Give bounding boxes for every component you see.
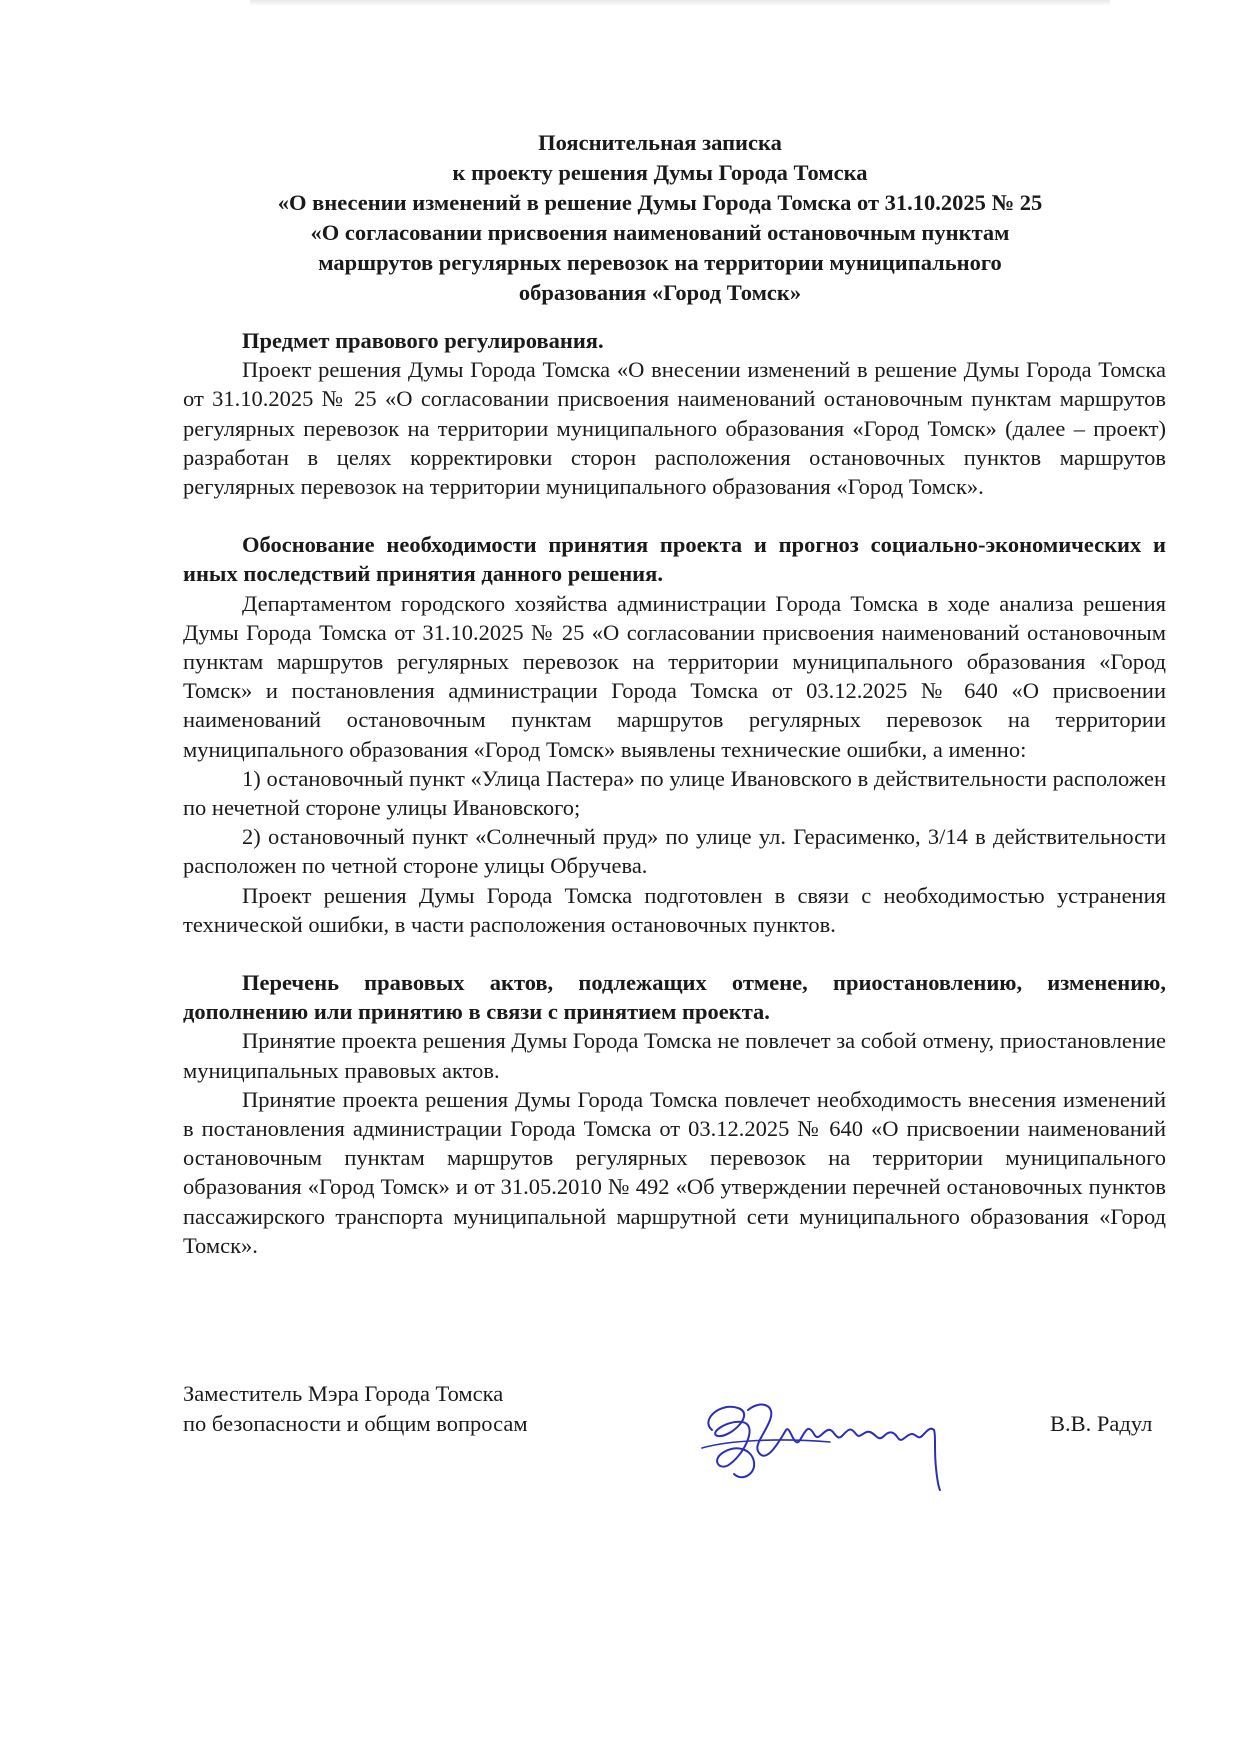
document-title <box>180 128 1140 308</box>
paragraph: Принятие проекта решения Думы Города Томска не повлечет за собой отмену, приостановление муниципальных правовых актов. <box>183 1028 1166 1083</box>
signatory-name: В.В. Радул <box>1050 1411 1153 1436</box>
title-line: образования «Город Томск» <box>518 280 802 305</box>
section-gap <box>183 939 1166 968</box>
paragraph: Департаментом городского хозяйства администрации Города Томска в ходе анализа решения Думы Города Томска от 31.10.2025 № 25 «О согласовании присвоения наименований остановочным пунктам маршрутов регулярных перевозок на территории муниципального образования «Город Томск» и постановления администрации Города Томска от 03.12.2025 № 640 «О присвоении наименований остановочным пунктам маршрутов регулярных перевозок на территории муниципального образования «Город Томск» выявлены технические ошибки, а именно: <box>183 590 1166 762</box>
title-line: к проекту решения Думы Города Томска <box>452 160 868 185</box>
paragraph: 1) остановочный пункт «Улица Пастера» по улице Ивановского в действительности расположен по нечетной стороне улицы Ивановского; <box>183 765 1166 821</box>
title-line: «О внесении изменений в решение Думы Города Томска от 31.10.2025 № 25 <box>277 190 1043 215</box>
position-line: по безопасности и общим вопросам <box>183 1411 528 1436</box>
section-gap <box>183 501 1166 530</box>
section-heading: Обоснование необходимости принятия проекта и прогноз социально-экономических и иных последствий принятия данного решения. <box>183 532 1166 587</box>
signature-stroke <box>922 1429 940 1490</box>
position-line: Заместитель Мэра Города Томска <box>183 1381 504 1406</box>
signature-stroke <box>748 1405 922 1456</box>
paragraph: Принятие проекта решения Думы Города Томска повлечет необходимость внесения изменений в постановления администрации Города Томска от 03.12.2025 № 640 «О присвоении наименований остановочным пунктам маршрутов регулярных перевозок на территории муниципального образования «Город Томск» и от 31.05.2010 № 492 «Об утверждении перечней остановочных пунктов пассажирского транспорта муниципальной маршрутной сети муниципального образования «Город Томск». <box>183 1086 1166 1258</box>
handwritten-signature <box>690 1390 960 1500</box>
signature-stroke <box>702 1440 830 1448</box>
signatory-position <box>183 1379 528 1439</box>
title-line: маршрутов регулярных перевозок на территории муниципального <box>318 250 1002 275</box>
paragraph: 2) остановочный пункт «Солнечный пруд» по улице ул. Герасименко, 3/14 в действительности расположен по четной стороне улицы Обручева. <box>183 824 1166 879</box>
section-heading: Перечень правовых актов, подлежащих отмене, приостановлению, изменению, дополнению или принятию в связи с принятием проекта. <box>183 970 1166 1025</box>
section-heading: Предмет правового регулирования. <box>242 328 604 353</box>
title-line: «О согласовании присвоения наименований остановочным пунктам <box>310 220 1010 245</box>
scan-artifact <box>250 0 1110 6</box>
paragraph: Проект решения Думы Города Томска «О внесении изменений в решение Думы Города Томска от 31.10.2025 № 25 «О согласовании присвоения наименований остановочным пунктам маршрутов регулярных перевозок на территории муниципального образования «Город Томск» (далее – проект) разработан в целях корректировки сторон расположения остановочных пунктов маршрутов регулярных перевозок на территории муниципального образования «Город Томск». <box>183 357 1166 500</box>
title-line: Пояснительная записка <box>538 130 782 155</box>
document-body <box>183 326 1166 1260</box>
paragraph: Проект решения Думы Города Томска подготовлен в связи с необходимостью устранения технической ошибки, в части расположения остановочных пунктов. <box>183 882 1166 937</box>
